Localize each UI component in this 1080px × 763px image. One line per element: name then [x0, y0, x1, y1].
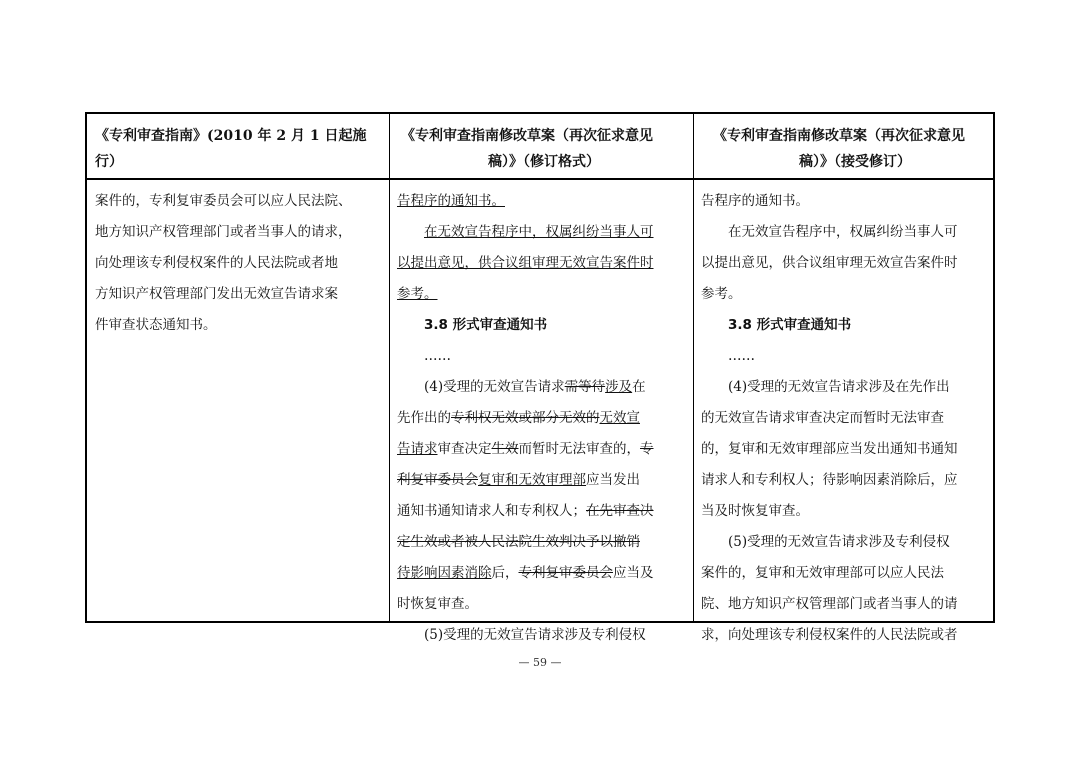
col-1-line: 案件的，专利复审委员会可以应人民法院、 — [95, 193, 352, 209]
col-1-line: 向处理该专利侵权案件的人民法院或者地 — [95, 255, 338, 271]
inserted-text: 参考。 — [397, 286, 438, 302]
deleted-text: 专 — [640, 441, 654, 457]
col-3-ellipsis: …… — [728, 348, 755, 364]
col-3-line: 案件的，复审和无效审理部可以应人民法 — [701, 565, 944, 581]
col-2-line — [397, 186, 691, 217]
col-3-section-heading: 3.8 形式审查通知书 — [728, 317, 852, 333]
text-run: (4)受理的无效宣告请求 — [424, 379, 565, 395]
page-number: — 59 — — [518, 656, 562, 669]
inserted-text: 待影响因素消除 — [397, 565, 492, 581]
column-divider-1 — [389, 114, 390, 621]
deleted-text: 定生效或者被人民法院生效判决予以撤销 — [397, 534, 640, 550]
col-2-line — [397, 465, 691, 496]
text-run: 审查决定 — [437, 441, 492, 457]
col-3-line: 的无效宣告请求审查决定而暂时无法审查 — [701, 410, 944, 426]
header-col-3-line-2: 稿）》（接受修订） — [799, 154, 911, 170]
col-3-line: 的，复审和无效审理部应当发出通知书通知 — [701, 441, 958, 457]
col-1-line: 方知识产权管理部门发出无效宣告请求案 — [95, 286, 338, 302]
deleted-text: 生效 — [491, 441, 519, 457]
text-run: 先作出的 — [397, 410, 451, 426]
col-3-line: 求，向处理该专利侵权案件的人民法院或者 — [701, 627, 958, 643]
header-col-3-line-1: 《专利审查指南修改草案（再次征求意见 — [713, 128, 965, 144]
col-2-line — [397, 403, 691, 434]
header-col-2 — [401, 123, 687, 175]
comparison-table — [85, 112, 995, 643]
inserted-text: 以提出意见，供合议组审理无效宣告案件时 — [397, 255, 654, 271]
text-run: 在 — [632, 379, 646, 395]
inserted-text: 涉及 — [605, 379, 633, 395]
col-3-body — [701, 186, 993, 651]
inserted-text: 告请求 — [397, 441, 438, 457]
text-run: 通知书通知请求人和专利权人； — [397, 503, 586, 519]
col-1-line: 地方知识产权管理部门或者当事人的请求， — [95, 224, 352, 240]
inserted-text: 告程序的通知书。 — [397, 193, 505, 209]
col-1-line: 件审查状态通知书。 — [95, 317, 217, 333]
col-2-line — [397, 372, 691, 403]
col-2-line — [397, 434, 691, 465]
text-run: 应当发出 — [586, 472, 640, 488]
col-2-section-heading: 3.8 形式审查通知书 — [424, 317, 548, 333]
text-run: 后， — [491, 565, 519, 581]
col-3-line: 在无效宣告程序中，权属纠纷当事人可 — [728, 224, 958, 240]
inserted-text: 无效宣 — [599, 410, 640, 426]
col-2-line: 时恢复审查。 — [397, 596, 478, 612]
header-col-2-line-1: 《专利审查指南修改草案（再次征求意见 — [401, 128, 653, 144]
col-2-body — [397, 186, 691, 651]
text-run: 应当及 — [613, 565, 654, 581]
col-2-line — [397, 527, 691, 558]
col-2-line — [397, 248, 691, 279]
header-col-1-text: 《专利审查指南》(2010 年 2 月 1 日起施行） — [95, 128, 367, 170]
col-2-line — [397, 217, 691, 248]
deleted-text: 需等待 — [564, 379, 606, 395]
deleted-text: 利复审委员会 — [397, 472, 478, 488]
column-divider-2 — [693, 114, 694, 621]
col-3-line: (5)受理的无效宣告请求涉及专利侵权 — [728, 534, 950, 550]
col-2-line — [397, 558, 691, 589]
deleted-text: 在先审查决 — [586, 503, 654, 519]
deleted-text: 专利复审委员会 — [518, 565, 613, 581]
col-2-line: (5)受理的无效宣告请求涉及专利侵权 — [424, 627, 646, 643]
col-3-line: 告程序的通知书。 — [701, 193, 809, 209]
col-2-ellipsis: …… — [424, 348, 451, 364]
col-3-line: 参考。 — [701, 286, 742, 302]
col-3-line: 以提出意见，供合议组审理无效宣告案件时 — [701, 255, 958, 271]
header-col-1 — [95, 123, 385, 175]
text-run: 而暂时无法审查的， — [518, 441, 640, 457]
col-3-line: 当及时恢复审查。 — [701, 503, 809, 519]
col-1-body — [95, 186, 387, 341]
col-3-line: 请求人和专利权人；待影响因素消除后，应 — [701, 472, 958, 488]
col-3-line: 院、地方知识产权管理部门或者当事人的请 — [701, 596, 958, 612]
col-2-line — [397, 279, 691, 310]
col-2-line — [397, 496, 691, 527]
header-divider — [87, 178, 993, 180]
header-col-3 — [713, 123, 997, 175]
col-3-line: (4)受理的无效宣告请求涉及在先作出 — [728, 379, 950, 395]
deleted-text: 专利权无效或部分无效的 — [451, 410, 600, 426]
header-col-2-line-2: 稿）》（修订格式） — [488, 154, 600, 170]
inserted-text: 复审和无效审理部 — [478, 472, 586, 488]
inserted-text: 在无效宣告程序中，权属纠纷当事人可 — [424, 224, 654, 240]
